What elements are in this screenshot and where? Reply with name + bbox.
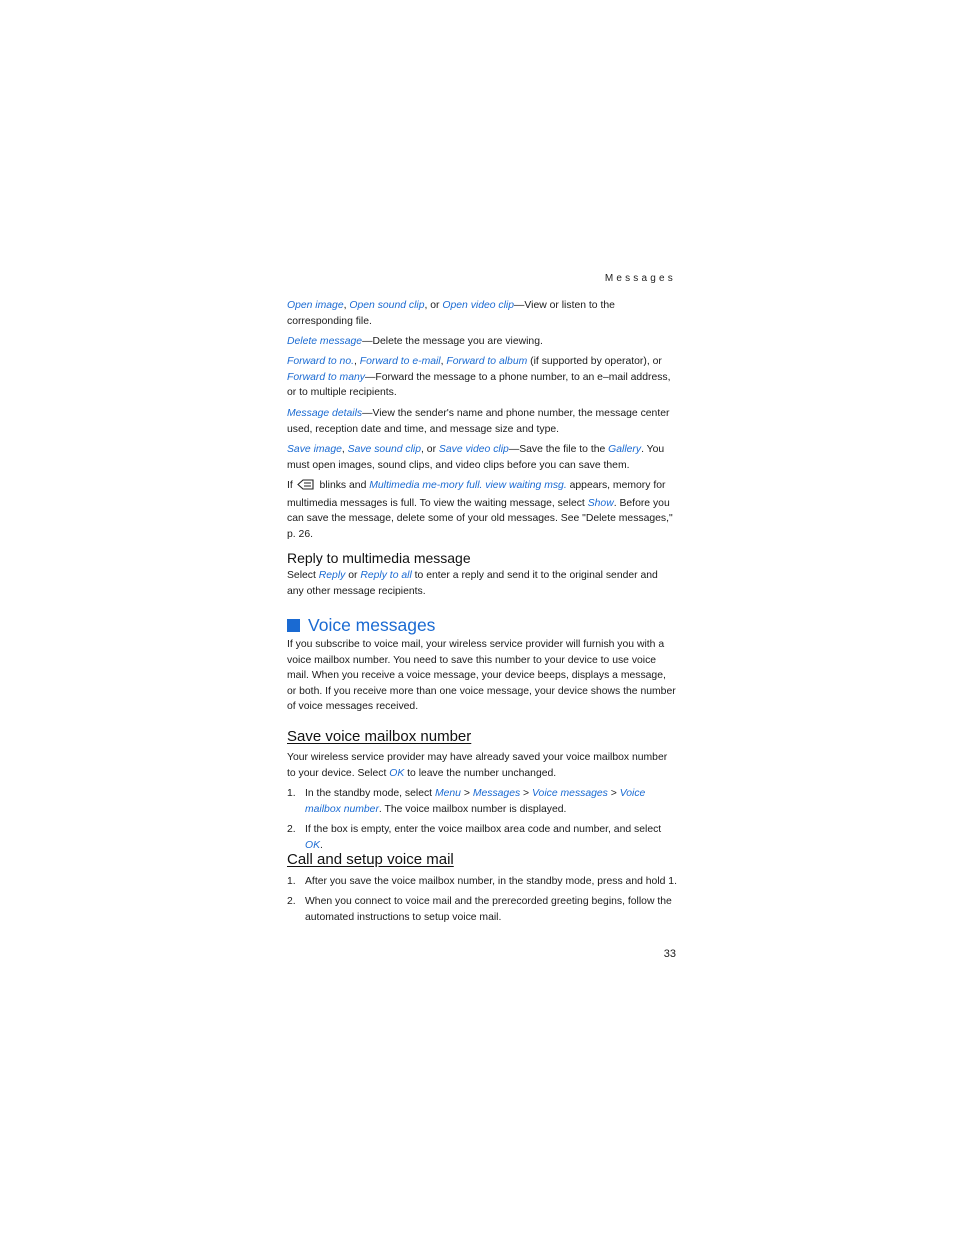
heading-call-and-setup-voice-mail: Call and setup voice mail [287,851,454,868]
option-forward-to-many: Forward to many [287,371,365,383]
multimedia-memory-full-icon [297,479,314,496]
option-save-video-clip: Save video clip [438,444,509,455]
list-number: 2. [287,824,296,835]
list-number: 1. [287,788,296,799]
option-show: Show [587,497,614,509]
separator: > [460,788,473,799]
paragraph-reply [287,568,677,599]
list-text [305,786,677,817]
paragraph-forward-options [287,354,677,401]
list-text: When you connect to voice mail and the prerecorded greeting begins, follow the automated instructions to setup voice mail. [305,896,672,923]
text: . Before you can save the message, delete some of your old messages. See "Delete messages," p. 26. [287,497,673,540]
description: —Save the file to the [508,444,609,455]
list-number: 2. [287,896,296,907]
heading-save-voice-mailbox: Save voice mailbox number [287,728,472,745]
list-item [287,874,677,890]
option-open-sound-clip: Open sound clip [349,300,425,311]
separator: , or [424,300,443,311]
description: —View or listen to the corresponding file. [287,300,615,327]
heading-reply-to-multimedia: Reply to multimedia message [287,550,471,566]
separator: , [440,356,447,367]
description: —Delete the message you are viewing. [362,336,543,347]
description: (if supported by operator), or [527,356,662,367]
option-forward-to-email: Forward to e-mail [359,356,441,367]
list-item [287,786,677,817]
text: . The voice mailbox number is displayed. [378,803,567,815]
option-forward-to-album: Forward to album [446,356,528,367]
option-save-sound-clip: Save sound clip [347,444,422,455]
option-forward-to-no: Forward to no. [287,356,354,367]
text: Your wireless service provider may have already saved your voice mailbox number to your device. Select [287,752,668,779]
list-item [287,822,677,853]
heading-voice-messages [287,615,435,636]
separator: > [607,788,620,799]
option-gallery: Gallery [608,444,642,455]
text: In the standby mode, select [305,788,435,799]
option-ok: OK [305,839,321,851]
paragraph-save-intro [287,750,677,781]
section-square-icon [287,619,300,632]
paragraph-open-options [287,298,677,329]
option-open-image: Open image [287,300,344,311]
option-delete-message: Delete message [287,336,363,347]
running-header: Messages [604,273,676,284]
option-voice-mailbox-number: Voice mailbox number [305,788,646,815]
paragraph-message-details [287,406,677,437]
text: If the box is empty, enter the voice mailbox area code and number, and select [305,824,662,835]
paragraph-save-options [287,442,677,473]
separator: , [341,444,348,455]
text: . [320,839,323,851]
option-message-details: Message details [287,408,363,419]
separator: > [520,788,533,799]
text: blinks and [316,480,370,491]
separator: , [343,300,350,311]
separator: , [354,356,360,367]
page-number: 33 [663,948,676,960]
list-item [287,894,677,925]
option-save-image: Save image [287,444,342,455]
text: or [345,570,361,581]
heading-text: Voice messages [308,615,436,635]
description: —Forward the message to a phone number, to an e–mail address, or to multiple recipients. [287,371,671,399]
description: . You must open images, sound clips, and video clips before you can save them. [287,444,665,471]
separator: , or [421,444,439,455]
text: appears, memory for multimedia messages is full. To view the waiting message, select [287,480,666,509]
option-reply-to-all: Reply to all [360,570,412,581]
option-ok: OK [389,767,405,779]
text: to leave the number unchanged. [404,767,557,779]
option-messages: Messages [472,788,521,799]
text: If [287,480,296,491]
description: —View the sender's name and phone number, the message center used, reception date and time, and message size and type. [287,408,670,435]
text: Select [287,570,319,581]
paragraph-voice-intro: If you subscribe to voice mail, your wireless service provider will furnish you with a voice mailbox number. You need to save this number to your device to use voice mail. When you receive a voice message, your device beeps, displays a message, or both. If you receive more than one voice message, your device shows the number of voice messages received. [287,639,676,713]
list-text [305,822,677,853]
text: to enter a reply and send it to the original sender and any other message recipients. [287,570,658,597]
option-voice-messages: Voice messages [532,788,608,799]
notice-memory-full: Multimedia me-mory full. view waiting msg. [369,480,567,491]
paragraph-delete-message [287,334,677,350]
list-text: After you save the voice mailbox number, in the standby mode, press and hold 1. [305,876,677,887]
option-open-video-clip: Open video clip [442,300,515,311]
option-menu: Menu [434,788,461,799]
list-number: 1. [287,876,296,887]
paragraph-memory-full [287,478,677,542]
option-reply: Reply [318,570,346,581]
